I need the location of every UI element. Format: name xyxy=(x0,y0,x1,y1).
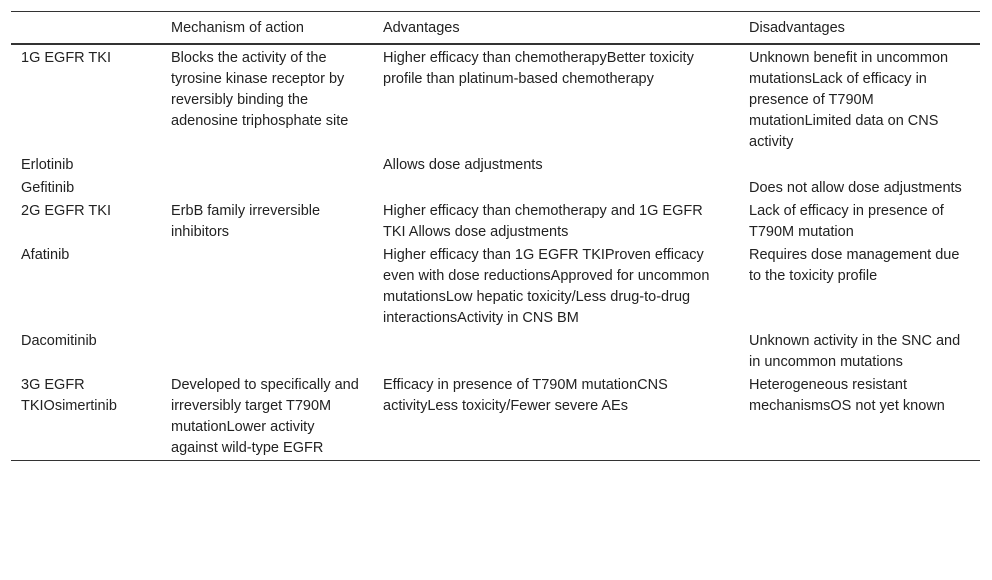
drug-cell: Gefitinib xyxy=(21,180,75,196)
table-row xyxy=(11,44,980,154)
drug-cell: 3G EGFR TKIOsimertinib xyxy=(21,377,117,414)
header-cell-mechanism: Mechanism of action xyxy=(171,20,304,36)
drug-cell: Erlotinib xyxy=(21,157,74,173)
drug-cell: Afatinib xyxy=(21,247,70,263)
header-cell-drug xyxy=(11,12,161,45)
advantages-cell: Higher efficacy than chemotherapy and 1G EGFR TKI Allows dose adjustments xyxy=(383,203,703,240)
mechanism-cell: Developed to specifically and irreversibly target T790M mutationLower activity against wild-type EGFR xyxy=(171,377,359,456)
advantages-cell xyxy=(373,330,739,374)
drug-cell: 2G EGFR TKI xyxy=(21,203,111,219)
table-row xyxy=(11,374,980,461)
advantages-cell: Allows dose adjustments xyxy=(383,157,543,173)
mechanism-cell: Blocks the activity of the tyrosine kinase receptor by reversibly binding the adenosine triphosphate site xyxy=(171,50,349,129)
advantages-cell: Efficacy in presence of T790M mutationCNS activityLess toxicity/Fewer severe AEs xyxy=(383,377,668,414)
disadvantages-cell: Unknown activity in the SNC and in uncommon mutations xyxy=(749,333,961,370)
disadvantages-cell: Requires dose management due to the toxicity profile xyxy=(749,247,960,284)
table-row xyxy=(11,177,980,200)
advantages-cell: Higher efficacy than chemotherapyBetter toxicity profile than platinum-based chemotherapy xyxy=(383,50,694,87)
mechanism-cell xyxy=(161,244,373,330)
header-row xyxy=(11,12,980,45)
mechanism-cell xyxy=(161,154,373,177)
mechanism-cell: ErbB family irreversible inhibitors xyxy=(171,203,321,240)
disadvantages-cell: Lack of efficacy in presence of T790M mutation xyxy=(749,203,944,240)
advantages-cell: Higher efficacy than 1G EGFR TKIProven efficacy even with dose reductionsApproved for uncommon mutationsLow hepatic toxicity/Less drug-to-drug interactionsActivity in CNS BM xyxy=(383,247,710,326)
mechanism-cell xyxy=(161,330,373,374)
table-row xyxy=(11,330,980,374)
table-row xyxy=(11,244,980,330)
disadvantages-cell: Heterogeneous resistant mechanismsOS not yet known xyxy=(749,377,945,414)
header-cell-disadvantages: Disadvantages xyxy=(749,20,845,36)
mechanism-cell xyxy=(161,177,373,200)
egfr-tki-comparison-table xyxy=(11,11,980,461)
advantages-cell xyxy=(373,177,739,200)
table-row xyxy=(11,200,980,244)
table-row xyxy=(11,154,980,177)
comparison-table-container xyxy=(11,11,980,461)
disadvantages-cell: Does not allow dose adjustments xyxy=(749,180,962,196)
drug-cell: 1G EGFR TKI xyxy=(21,50,111,66)
header-cell-advantages: Advantages xyxy=(383,20,460,36)
drug-cell: Dacomitinib xyxy=(21,333,97,349)
disadvantages-cell: Unknown benefit in uncommon mutationsLack of efficacy in presence of T790M mutationLimited data on CNS activity xyxy=(749,50,949,150)
disadvantages-cell xyxy=(739,154,980,177)
